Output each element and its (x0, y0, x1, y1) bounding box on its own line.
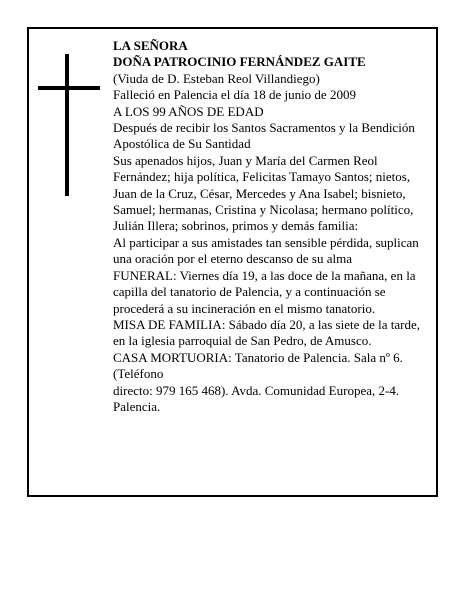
cross-icon (38, 54, 100, 196)
funeral-info: FUNERAL: Viernes día 19, a las doce de la mañana, en la capilla del tanatorio de Palencia, y a continuación se procederá a su incineración en el mismo tanatorio. (113, 267, 416, 316)
mortuary-info-line1: CASA MORTUORIA: Tanatorio de Palencia. Sala nº 6. (Teléfono (113, 349, 403, 382)
obituary-text (113, 38, 433, 415)
age-line: A LOS 99 AÑOS DE EDAD (113, 103, 264, 119)
title-line: LA SEÑORA (113, 38, 188, 53)
cross-horizontal-bar (38, 86, 100, 90)
cross-vertical-bar (65, 54, 69, 196)
family-mass-info: MISA DE FAMILIA: Sábado día 20, a las siete de la tarde, en la iglesia parroquial de San Pedro, de Amusco. (113, 316, 420, 349)
widow-line: (Viuda de D. Esteban Reol Villandiego) (113, 70, 320, 86)
mortuary-info-line2: directo: 979 165 468). Avda. Comunidad Europea, 2-4. Palencia. (113, 382, 400, 414)
death-line: Falleció en Palencia el día 18 de junio de 2009 (113, 87, 356, 103)
deceased-name: DOÑA PATROCINIO FERNÁNDEZ GAITE (113, 54, 366, 70)
mourners-paragraph: Sus apenados hijos, Juan y María del Carmen Reol Fernández; hija política, Felicitas Tamayo Santos; nietos, Juan de la Cruz, César, Mercedes y Ana Isabel; bisnieto, Samuel; hermanas, Cristina y Nicolasa; hermano político, Julián Illera; sobrinos, primos y demás familia: (113, 152, 414, 234)
prayer-request: Al participar a sus amistades tan sensible pérdida, suplican una oración por el eterno descanso de su alma (113, 234, 419, 267)
sacraments-line: Después de recibir los Santos Sacramentos y la Bendición Apostólica de Su Santidad (113, 120, 415, 152)
